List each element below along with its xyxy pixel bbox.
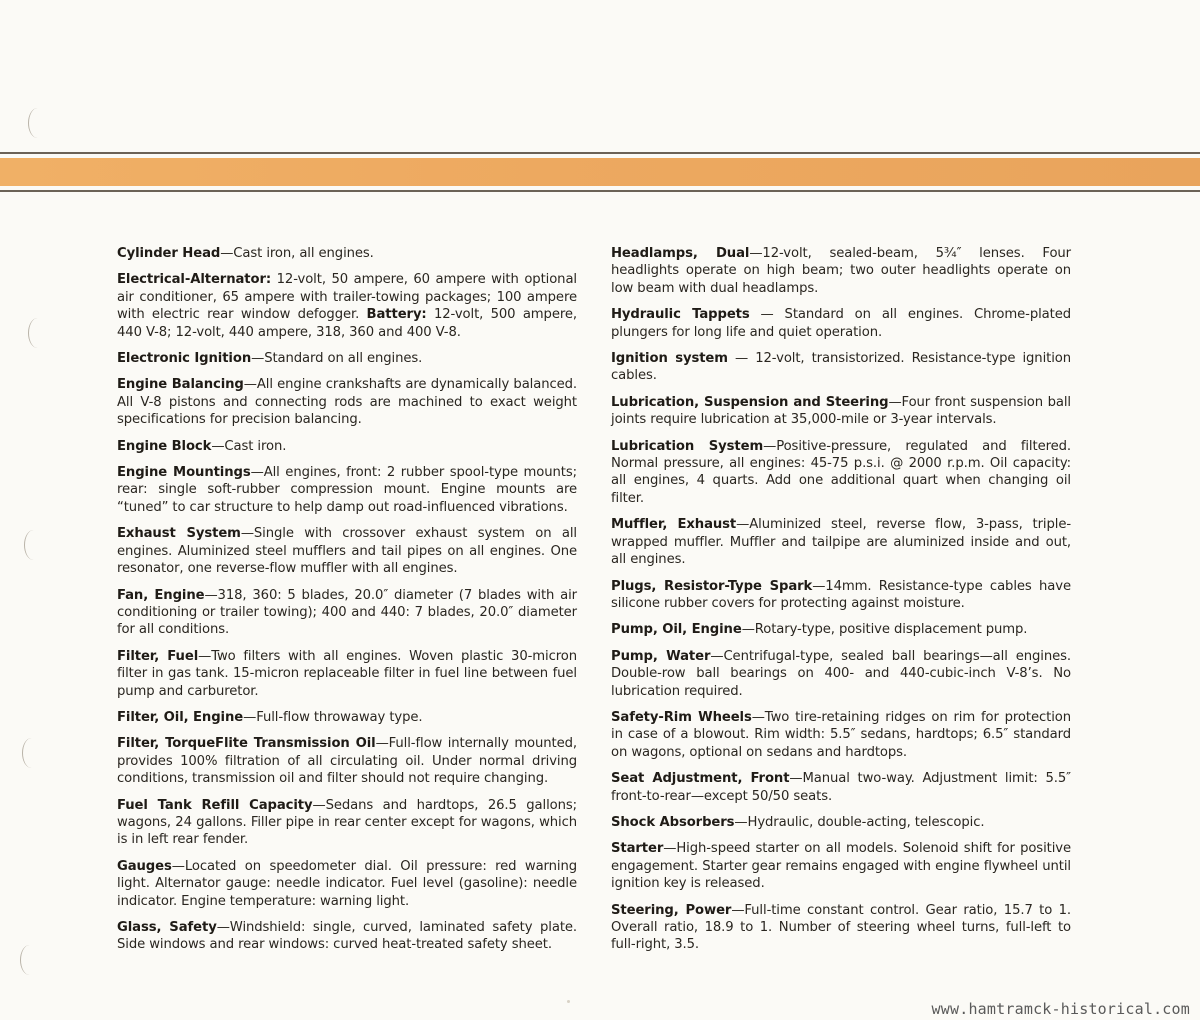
spec-term: Filter, TorqueFlite Transmission Oil bbox=[117, 736, 376, 752]
spec-term: Electronic Ignition bbox=[117, 351, 252, 367]
spec-description: —High-speed starter on all models. Solenoid shift for positive engagement. Starter gear remains engaged with engine flywheel until ignition key is released. bbox=[611, 841, 1071, 892]
spec-description: —Positive-pressure, regulated and filtered. Normal pressure, all engines: 45-75 p.s.i. @ 2000 r.p.m. Oil capacity: all engines, 4 quarts. Add one additional quart when changing oil filter. bbox=[611, 438, 1071, 506]
spec-term: Fuel Tank Refill Capacity bbox=[117, 797, 313, 813]
spec-description: — 12-volt, transistorized. Resistance-type ignition cables. bbox=[611, 351, 1071, 384]
spec-description: —Centrifugal-type, sealed ball bearings—all engines. Double-row ball bearings on 400- and 440-cubic-inch V-8’s. No lubrication required. bbox=[611, 648, 1071, 699]
spec-entry bbox=[117, 797, 577, 849]
spec-description: — Standard on all engines. Chrome-plated plungers for long life and quiet operation. bbox=[611, 307, 1071, 340]
spec-entry bbox=[117, 709, 577, 726]
spec-entry bbox=[611, 516, 1071, 568]
page-speck bbox=[567, 1000, 570, 1003]
spec-description: —Rotary-type, positive displacement pump. bbox=[741, 622, 1028, 638]
spec-description: —318, 360: 5 blades, 20.0″ diameter (7 blades with air conditioning or trailer towing); 400 and 440: 7 blades, 20.0″ diameter for all conditions. bbox=[117, 587, 577, 638]
spec-term: Safety-Rim Wheels bbox=[611, 709, 752, 725]
spec-description: —All engines, front: 2 rubber spool-type mounts; rear: single soft-rubber compression mount. Engine mounts are “tuned” to car structure to help damp out road-influenced vibrations. bbox=[117, 465, 577, 515]
binder-hole-mark bbox=[20, 945, 39, 975]
spec-term: Electrical-Alternator: bbox=[117, 272, 272, 288]
spec-entry bbox=[117, 350, 577, 367]
spec-term: Seat Adjustment, Front bbox=[611, 771, 790, 787]
spec-description: —Full-time constant control. Gear ratio, 15.7 to 1. Overall ratio, 18.9 to 1. Number of steering wheel turns, full-left to full-right, 3.5. bbox=[611, 902, 1071, 953]
spec-term: Hydraulic Tappets bbox=[611, 307, 750, 323]
spec-term: Pump, Oil, Engine bbox=[611, 622, 742, 638]
spec-term: Ignition system bbox=[611, 351, 728, 367]
spec-entry bbox=[117, 735, 577, 787]
spec-term: Shock Absorbers bbox=[611, 814, 735, 830]
binder-hole-mark bbox=[24, 530, 43, 560]
spec-entry bbox=[611, 306, 1071, 341]
spec-entry bbox=[611, 814, 1071, 831]
spec-term: Muffler, Exhaust bbox=[611, 517, 737, 533]
spec-description: —Located on speedometer dial. Oil pressure: red warning light. Alternator gauge: needle indicator. Fuel level (gasoline): needle indicator. Engine temperature: warning light. bbox=[117, 858, 577, 909]
spec-entry bbox=[117, 376, 577, 428]
header-rule-bottom bbox=[0, 190, 1200, 192]
spec-entry bbox=[117, 858, 577, 910]
spec-term: Battery: bbox=[366, 307, 427, 323]
spec-entry bbox=[117, 648, 577, 700]
spec-entry bbox=[611, 438, 1071, 508]
spec-term: Exhaust System bbox=[117, 526, 241, 542]
spec-entry bbox=[611, 394, 1071, 429]
spec-term: Steering, Power bbox=[611, 902, 732, 918]
spec-entry bbox=[611, 621, 1071, 638]
header-rule-top bbox=[0, 152, 1200, 154]
spec-entry bbox=[611, 578, 1071, 613]
site-watermark: www.hamtramck-historical.com bbox=[931, 1000, 1190, 1018]
spec-description: —Full-flow internally mounted, provides 100% filtration of all circulating oil. Under normal driving conditions, transmission oil and filter should not require changing. bbox=[117, 736, 577, 787]
spec-term: Glass, Safety bbox=[117, 920, 217, 935]
spec-term: Gauges bbox=[117, 858, 172, 874]
spec-description: —Full-flow throwaway type. bbox=[243, 709, 423, 725]
spec-term: Starter bbox=[611, 841, 664, 857]
spec-term: Lubrication, Suspension and Steering bbox=[611, 394, 889, 410]
spec-entry bbox=[611, 648, 1071, 700]
spec-entry bbox=[117, 245, 577, 262]
spec-description: 12-volt, 500 ampere, 440 V-8; 12-volt, 440 ampere, 318, 360 and 400 V-8. bbox=[117, 307, 577, 340]
spec-description: —Two filters with all engines. Woven plastic 30-micron filter in gas tank. 15-micron replaceable filter in fuel line between fuel pump and carburetor. bbox=[117, 648, 578, 699]
spec-description: —Cast iron. bbox=[211, 438, 287, 454]
spec-description: 12-volt, 50 ampere, 60 ampere with optional air conditioner, 65 ampere with trailer-towing packages; 100 ampere with electric rear window defogger. bbox=[117, 272, 577, 323]
spec-entry bbox=[117, 464, 577, 516]
spec-description: —Cast iron, all engines. bbox=[220, 246, 374, 261]
spec-entry bbox=[611, 709, 1071, 761]
spec-term: Filter, Oil, Engine bbox=[117, 709, 244, 725]
spec-description: —Single with crossover exhaust system on all engines. Aluminized steel mufflers and tail pipes on all engines. One resonator, one reverse-flow muffler with all engines. bbox=[117, 526, 577, 577]
spec-term: Lubrication System bbox=[611, 438, 764, 454]
spec-column-left bbox=[117, 245, 577, 963]
spec-entry bbox=[117, 271, 577, 341]
spec-entry bbox=[117, 438, 577, 455]
spec-term: Cylinder Head bbox=[117, 246, 221, 261]
spec-term: Engine Balancing bbox=[117, 377, 244, 393]
spec-entry bbox=[611, 350, 1071, 385]
spec-term: Pump, Water bbox=[611, 648, 711, 664]
spec-description: —Standard on all engines. bbox=[251, 351, 423, 367]
spec-description: —14mm. Resistance-type cables have silicone rubber covers for protecting against moisture. bbox=[611, 578, 1071, 611]
binder-hole-mark bbox=[28, 318, 47, 348]
spec-entry bbox=[611, 245, 1071, 297]
spec-entry bbox=[611, 902, 1071, 954]
spec-description: —Windshield: single, curved, laminated safety plate. Side windows and rear windows: curved heat-treated safety sheet. bbox=[117, 920, 577, 953]
header-color-band bbox=[0, 158, 1200, 186]
spec-column-right bbox=[611, 245, 1071, 963]
spec-term: Plugs, Resistor-Type Spark bbox=[611, 578, 813, 594]
spec-entry bbox=[117, 525, 577, 577]
spec-description: —All engine crankshafts are dynamically balanced. All V-8 pistons and connecting rods are machined to exact weight specifications for precision balancing. bbox=[117, 377, 578, 428]
binder-hole-mark bbox=[22, 738, 41, 768]
spec-term: Headlamps, Dual bbox=[611, 246, 750, 261]
spec-description: —Manual two-way. Adjustment limit: 5.5″ front-to-rear—except 50/50 seats. bbox=[611, 771, 1071, 804]
spec-description: —Two tire-retaining ridges on rim for protection in case of a blowout. Rim width: 5.5″ sedans, hardtops; 6.5″ standard on wagons, optional on sedans and hardtops. bbox=[611, 709, 1071, 760]
binder-hole-mark bbox=[28, 108, 47, 138]
spec-entry bbox=[117, 919, 577, 954]
spec-term: Fan, Engine bbox=[117, 587, 205, 603]
spec-entry bbox=[611, 770, 1071, 805]
spec-description: —Aluminized steel, reverse flow, 3-pass, triple-wrapped muffler. Muffler and tailpipe are aluminized inside and out, all engines. bbox=[611, 517, 1071, 568]
spec-entry bbox=[611, 840, 1071, 892]
spec-entry bbox=[117, 587, 577, 639]
spec-term: Filter, Fuel bbox=[117, 648, 199, 664]
spec-description: —Hydraulic, double-acting, telescopic. bbox=[734, 814, 985, 830]
spec-description: —Sedans and hardtops, 26.5 gallons; wagons, 24 gallons. Filler pipe in rear center except for wagons, which is in left rear fender. bbox=[117, 797, 577, 848]
spec-description: —Four front suspension ball joints require lubrication at 35,000-mile or 3-year intervals. bbox=[611, 394, 1071, 428]
spec-description: —12-volt, sealed-beam, 5¾″ lenses. Four headlights operate on high beam; two outer headlights operate on low beam with dual headlamps. bbox=[611, 246, 1071, 296]
spec-term: Engine Mountings bbox=[117, 465, 251, 481]
spec-term: Engine Block bbox=[117, 438, 212, 454]
